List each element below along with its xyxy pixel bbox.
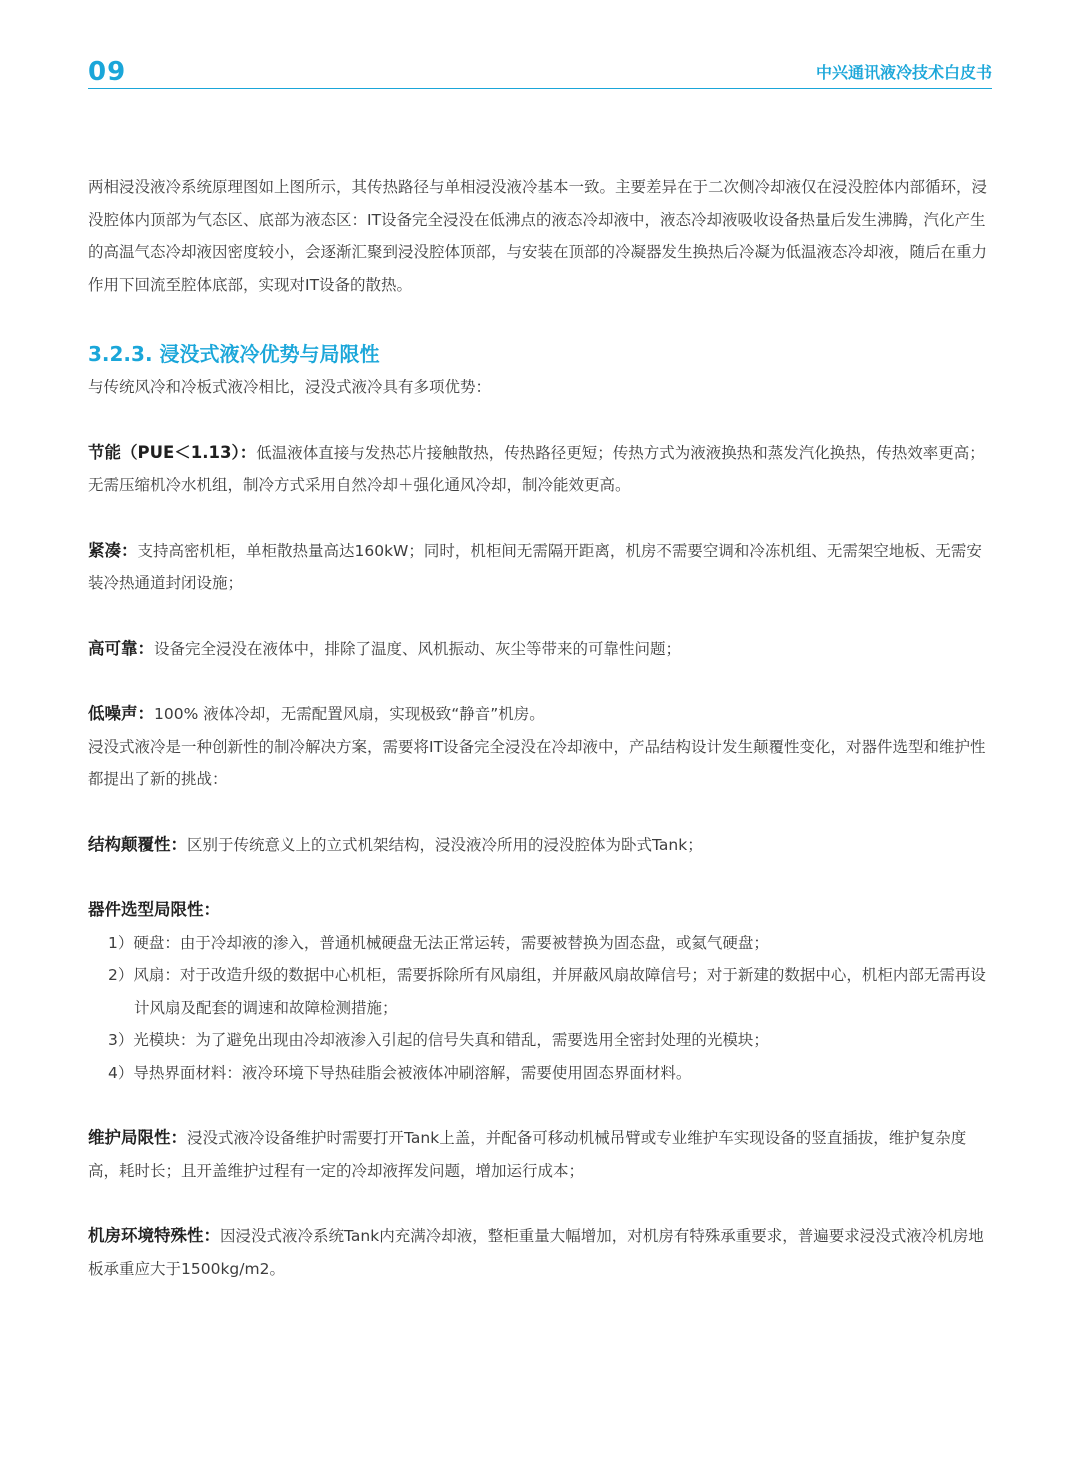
page-number: 09: [88, 57, 127, 87]
limitation-text: 区别于传统意义上的立式机架结构，浸没液冷所用的浸没腔体为卧式Tank；: [187, 835, 703, 854]
header-divider: [88, 88, 992, 89]
page-content: [88, 171, 992, 1285]
advantage-energy: [88, 437, 992, 502]
advantage-label: 高可靠：: [88, 638, 154, 658]
advantage-text: 设备完全浸没在液体中，排除了温度、风机振动、灰尘等带来的可靠性问题；: [154, 639, 682, 658]
component-list: [88, 927, 992, 1090]
limitation-label: 结构颠覆性：: [88, 834, 187, 854]
limitation-label: 机房环境特殊性：: [88, 1226, 220, 1245]
list-item: 2）风扇：对于改造升级的数据中心机柜，需要拆除所有风扇组，并屏蔽风扇故障信号；对于新建的数据中心，机柜内部无需再设计风扇及配套的调速和故障检测措施；: [108, 966, 986, 1017]
advantage-compact: [88, 535, 992, 600]
advantage-text: 100% 液体冷却，无需配置风扇，实现极致“静音”机房。: [154, 705, 545, 723]
limitation-label: 器件选型局限性：: [88, 900, 220, 919]
advantage-text: 支持高密机柜，单柜散热量高达160kW；同时，机柜间无需隔开距离，机房不需要空调和冷冻机组、无需架空地板、无需安装冷热通道封闭设施；: [88, 541, 982, 592]
limitation-label: 维护局限性：: [88, 1128, 187, 1147]
document-title: 中兴通讯液冷技术白皮书: [815, 63, 992, 82]
section-lead: 与传统风冷和冷板式液冷相比，浸没式液冷具有多项优势：: [88, 378, 492, 396]
advantage-label: 节能（PUE＜1.13）：: [88, 442, 257, 462]
advantage-low-noise: [88, 698, 992, 731]
advantage-reliable: [88, 633, 992, 666]
challenge-intro: 浸没式液冷是一种创新性的制冷解决方案，需要将IT设备完全浸没在冷却液中，产品结构设计发生颠覆性变化，对器件选型和维护性都提出了新的挑战：: [88, 737, 986, 788]
limitation-text: 浸没式液冷设备维护时需要打开Tank上盖，并配备可移动机械吊臂或专业维护车实现设备的竖直插拔，维护复杂度高，耗时长；且开盖维护过程有一定的冷却液挥发问题，增加运行成本；: [88, 1129, 967, 1180]
limitation-components: [88, 894, 992, 927]
limitation-room: [88, 1220, 992, 1285]
intro-paragraph: 两相浸没液冷系统原理图如上图所示，其传热路径与单相浸没液冷基本一致。主要差异在于二次侧冷却液仅在浸没腔体内部循环，浸没腔体内顶部为气态区、底部为液态区：IT设备完全浸没在低沸点的液态冷却液中，液态冷却液吸收设备热量后发生沸腾，汽化产生的高温气态冷却液因密度较小，会逐渐汇聚到浸没腔体顶部，与安装在顶部的冷凝器发生换热后冷凝为低温液态冷却液，随后在重力作用下回流至腔体底部，实现对IT设备的散热。: [88, 178, 988, 294]
list-item: 3）光模块：为了避免出现由冷却液渗入引起的信号失真和错乱，需要选用全密封处理的光模块；: [108, 1031, 769, 1049]
limitation-maintenance: [88, 1122, 992, 1187]
advantage-label: 低噪声：: [88, 704, 154, 723]
advantage-label: 紧凑：: [88, 540, 138, 560]
limitation-text: 因浸没式液冷系统Tank内充满冷却液，整柜重量大幅增加，对机房有特殊承重要求，普遍要求浸没式液冷机房地板承重应大于1500kg/m2。: [88, 1227, 984, 1278]
limitation-structure: [88, 829, 992, 862]
list-item: 1）硬盘：由于冷却液的渗入，普通机械硬盘无法正常运转，需要被替换为固态盘，或氦气硬盘；: [108, 933, 769, 952]
list-item: 4）导热界面材料：液冷环境下导热硅脂会被液体冲刷溶解，需要使用固态界面材料。: [108, 1063, 692, 1082]
section-heading: 3.2.3. 浸没式液冷优势与局限性: [88, 342, 380, 366]
advantage-text: 低温液体直接与发热芯片接触散热，传热路径更短；传热方式为液液换热和蒸发汽化换热，传热效率更高；无需压缩机冷水机组，制冷方式采用自然冷却＋强化通风冷却，制冷能效更高。: [88, 443, 985, 494]
